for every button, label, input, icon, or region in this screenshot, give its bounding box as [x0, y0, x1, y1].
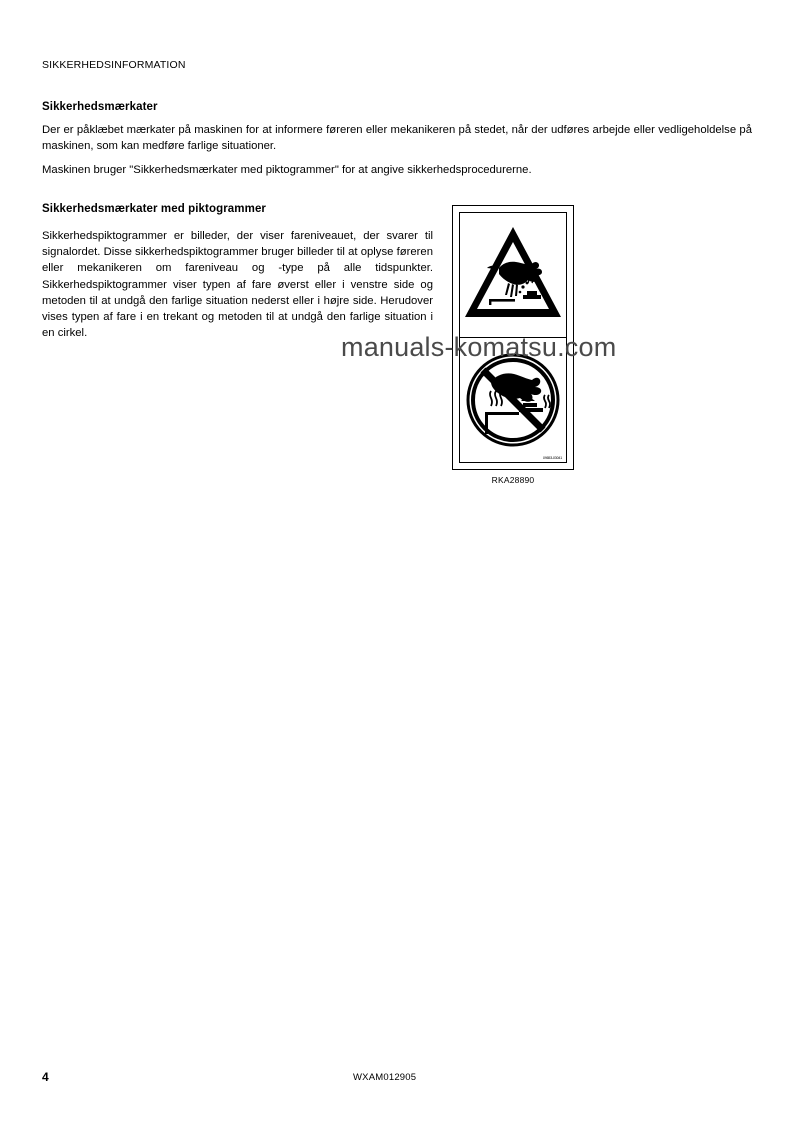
paragraph-safety-labels-pictograms-note: Maskinen bruger "Sikkerhedsmærkater med piktogrammer" for at angive sikkerhedsprocedurerne. [42, 164, 532, 176]
running-header: SIKKERHEDSINFORMATION [42, 59, 186, 71]
hot-fluid-spray-warning-icon [461, 221, 565, 329]
section-heading-pictogram-labels: Sikkerhedsmærkater med piktogrammer [42, 203, 267, 215]
paragraph-safety-labels-intro: Der er påklæbet mærkater på maskinen for at informere føreren eller mekanikeren på stedet, når der udføres arbejde eller vedligeholdelse på maskinen, som kan medføre farlige situationer. [42, 124, 752, 152]
footer-document-code: WXAM012905 [353, 1072, 417, 1083]
figure-caption: RKA28890 [491, 475, 535, 485]
section-heading-safety-labels: Sikkerhedsmærkater [42, 101, 158, 113]
decal-part-number: 09653-03041 [543, 455, 562, 461]
footer-page-number: 4 [42, 1070, 49, 1084]
decal-panel-warning-triangle [460, 213, 566, 338]
watermark: manuals-komatsu.com [341, 332, 617, 362]
paragraph-pictogram-description: Sikkerhedspiktogrammer er billeder, der viser fareniveauet, der svarer til signalordet. Disse sikkerhedspiktogrammer bruger billeder til at oplyse føreren eller mekanikeren om fareniveau og -type på alle tidspunkter. Sikkerhedspiktogrammer viser typen af fare øverst eller i venstre side og metoden til at undgå den farlige situation nederst eller i højre side. Herudover vises typen af fare i en trekant og metoden til at undgå den farlige situation i en cirkel. [42, 230, 433, 340]
